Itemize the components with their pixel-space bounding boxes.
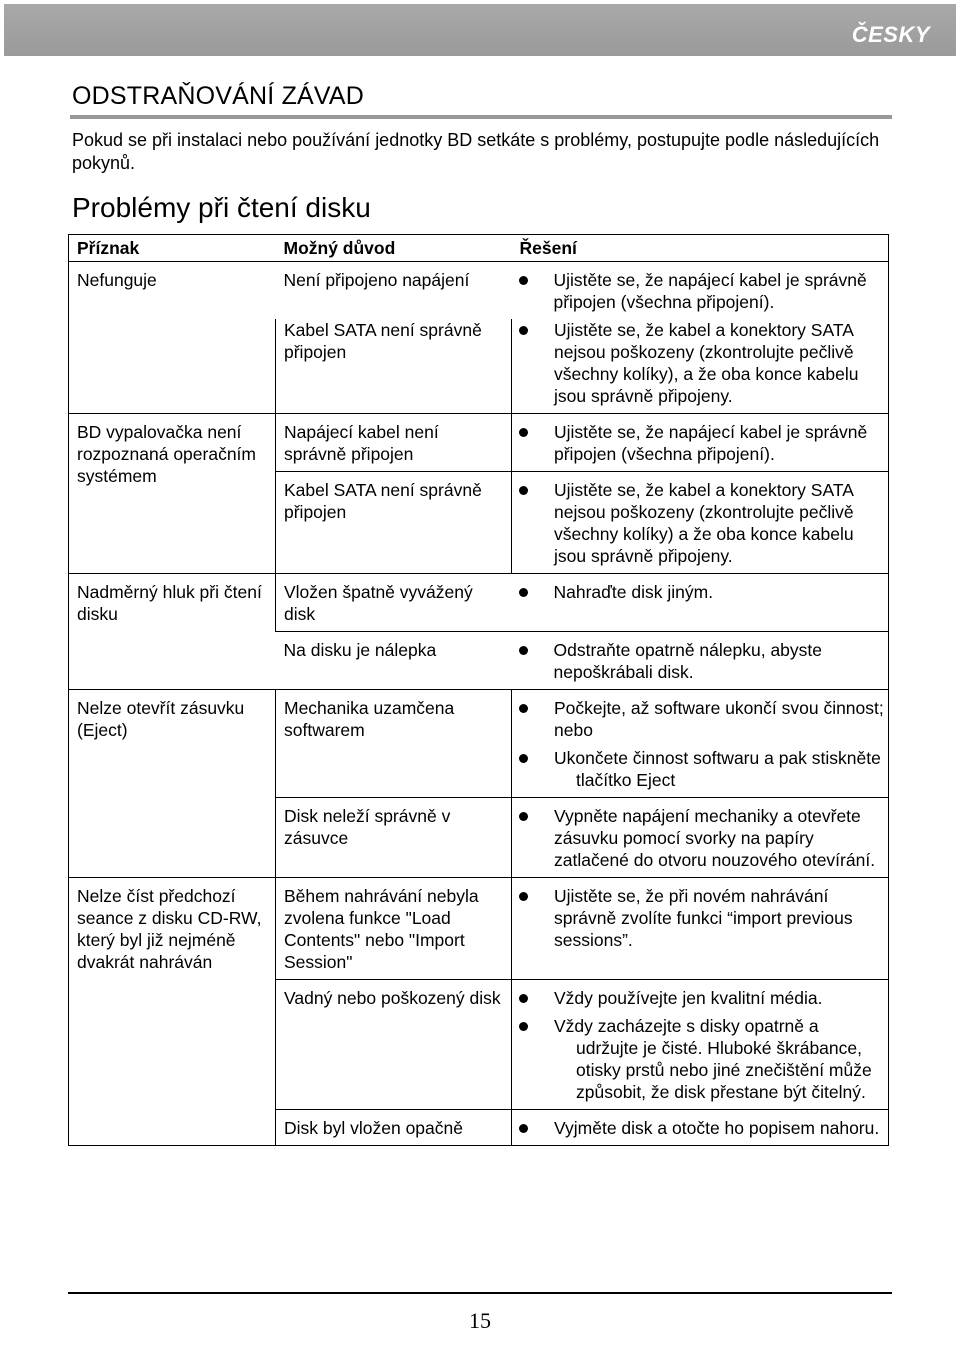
table-row <box>69 690 889 798</box>
solution-item: Vždy zacházejte s disky opatrně a udržujte je čisté. Hluboké škrábance, otisky prstů nebo jiné znečištění může způsobit, že disk přestane být čitelný. <box>516 1015 884 1103</box>
language-label: ČESKY <box>851 22 930 47</box>
table-row <box>69 414 889 472</box>
header-cause: Možný důvod <box>276 235 512 262</box>
troubleshooting-table <box>68 234 889 1146</box>
header-solution: Řešení <box>512 235 889 262</box>
bullet-icon <box>519 1022 528 1031</box>
bullet-icon <box>519 1124 528 1133</box>
page-number: 15 <box>469 1308 491 1333</box>
table-title: Problémy při čtení disku <box>72 192 371 223</box>
table-row <box>69 262 889 320</box>
cause-cell: Kabel SATA není správně připojen <box>284 480 482 522</box>
solution-item: Ujistěte se, že kabel a konektory SATA nejsou poškozeny (zkontrolujte pečlivě všechny kolíky), a že oba konce kabelu jsou správně připojeny. <box>516 319 884 407</box>
table-row <box>69 878 889 980</box>
solution-item: Vyjměte disk a otočte ho popisem nahoru. <box>516 1117 884 1139</box>
cause-cell: Napájecí kabel není správně připojen <box>284 422 439 464</box>
cause-cell: Během nahrávání nebyla zvolena funkce "Load Contents" nebo "Import Session" <box>284 886 479 972</box>
bullet-icon <box>519 486 528 495</box>
cause-cell: Disk byl vložen opačně <box>284 1118 463 1138</box>
solution-item: Ujistěte se, že napájecí kabel je správně připojen (všechna připojení). <box>516 269 885 313</box>
section-title: ODSTRAŇOVÁNÍ ZÁVAD <box>72 82 365 110</box>
bullet-icon <box>519 276 528 285</box>
symptom-cell: Nelze otevřít zásuvku (Eject) <box>77 698 245 740</box>
solution-item: Nahraďte disk jiným. <box>516 581 885 603</box>
bullet-icon <box>519 326 528 335</box>
symptom-cell: BD vypalovačka není rozpoznaná operačním systémem <box>77 422 256 486</box>
solution-item: Vypněte napájení mechaniky a otevřete zásuvku pomocí svorky na papíry zatlačené do otvoru nouzového otevírání. <box>516 805 884 871</box>
bullet-icon <box>519 588 528 597</box>
solution-item: Ujistěte se, že kabel a konektory SATA nejsou poškozeny (zkontrolujte pečlivě všechny kolíky) a že oba konce kabelu jsou správně připojeny. <box>516 479 884 567</box>
table-header-row <box>69 235 889 262</box>
bullet-icon <box>519 646 528 655</box>
language-header-bar <box>4 4 956 56</box>
bullet-icon <box>519 704 528 713</box>
solution-item: Odstraňte opatrně nálepku, abyste nepoškrábali disk. <box>516 639 885 683</box>
cause-cell: Není připojeno napájení <box>283 270 470 290</box>
cause-cell: Kabel SATA není správně připojen <box>284 320 482 362</box>
table-row <box>69 574 889 632</box>
intro-paragraph: Pokud se při instalaci nebo používání jednotky BD setkáte s problémy, postupujte podle následujících pokynů. <box>72 130 880 173</box>
cause-cell: Mechanika uzamčena softwarem <box>284 698 455 740</box>
bullet-icon <box>519 754 528 763</box>
symptom-cell: Nadměrný hluk při čtení disku <box>77 582 262 624</box>
solution-item: Ujistěte se, že napájecí kabel je správně připojen (všechna připojení). <box>516 421 884 465</box>
cause-cell: Na disku je nálepka <box>283 640 437 660</box>
cause-cell: Disk neleží správně v zásuvce <box>284 806 451 848</box>
cause-cell: Vložen špatně vyvážený disk <box>284 582 473 624</box>
solution-item: Vždy používejte jen kvalitní média. <box>516 987 884 1009</box>
solution-item: Počkejte, až software ukončí svou činnost; nebo <box>516 697 884 741</box>
section-divider <box>70 115 892 119</box>
bullet-icon <box>519 994 528 1003</box>
symptom-cell: Nelze číst předchozí seance z disku CD-RW, který byl již nejméně dvakrát nahráván <box>77 886 262 972</box>
bullet-icon <box>519 428 528 437</box>
footer-divider <box>68 1292 892 1294</box>
solution-item: Ukončete činnost softwaru a pak stiskněte tlačítko Eject <box>516 747 884 791</box>
header-symptom: Příznak <box>69 235 276 262</box>
bullet-icon <box>519 812 528 821</box>
cause-cell: Vadný nebo poškozený disk <box>284 988 501 1008</box>
solution-item: Ujistěte se, že při novém nahrávání správně zvolíte funkci “import previous sessions”. <box>516 885 884 951</box>
bullet-icon <box>519 892 528 901</box>
symptom-cell: Nefunguje <box>77 270 157 290</box>
